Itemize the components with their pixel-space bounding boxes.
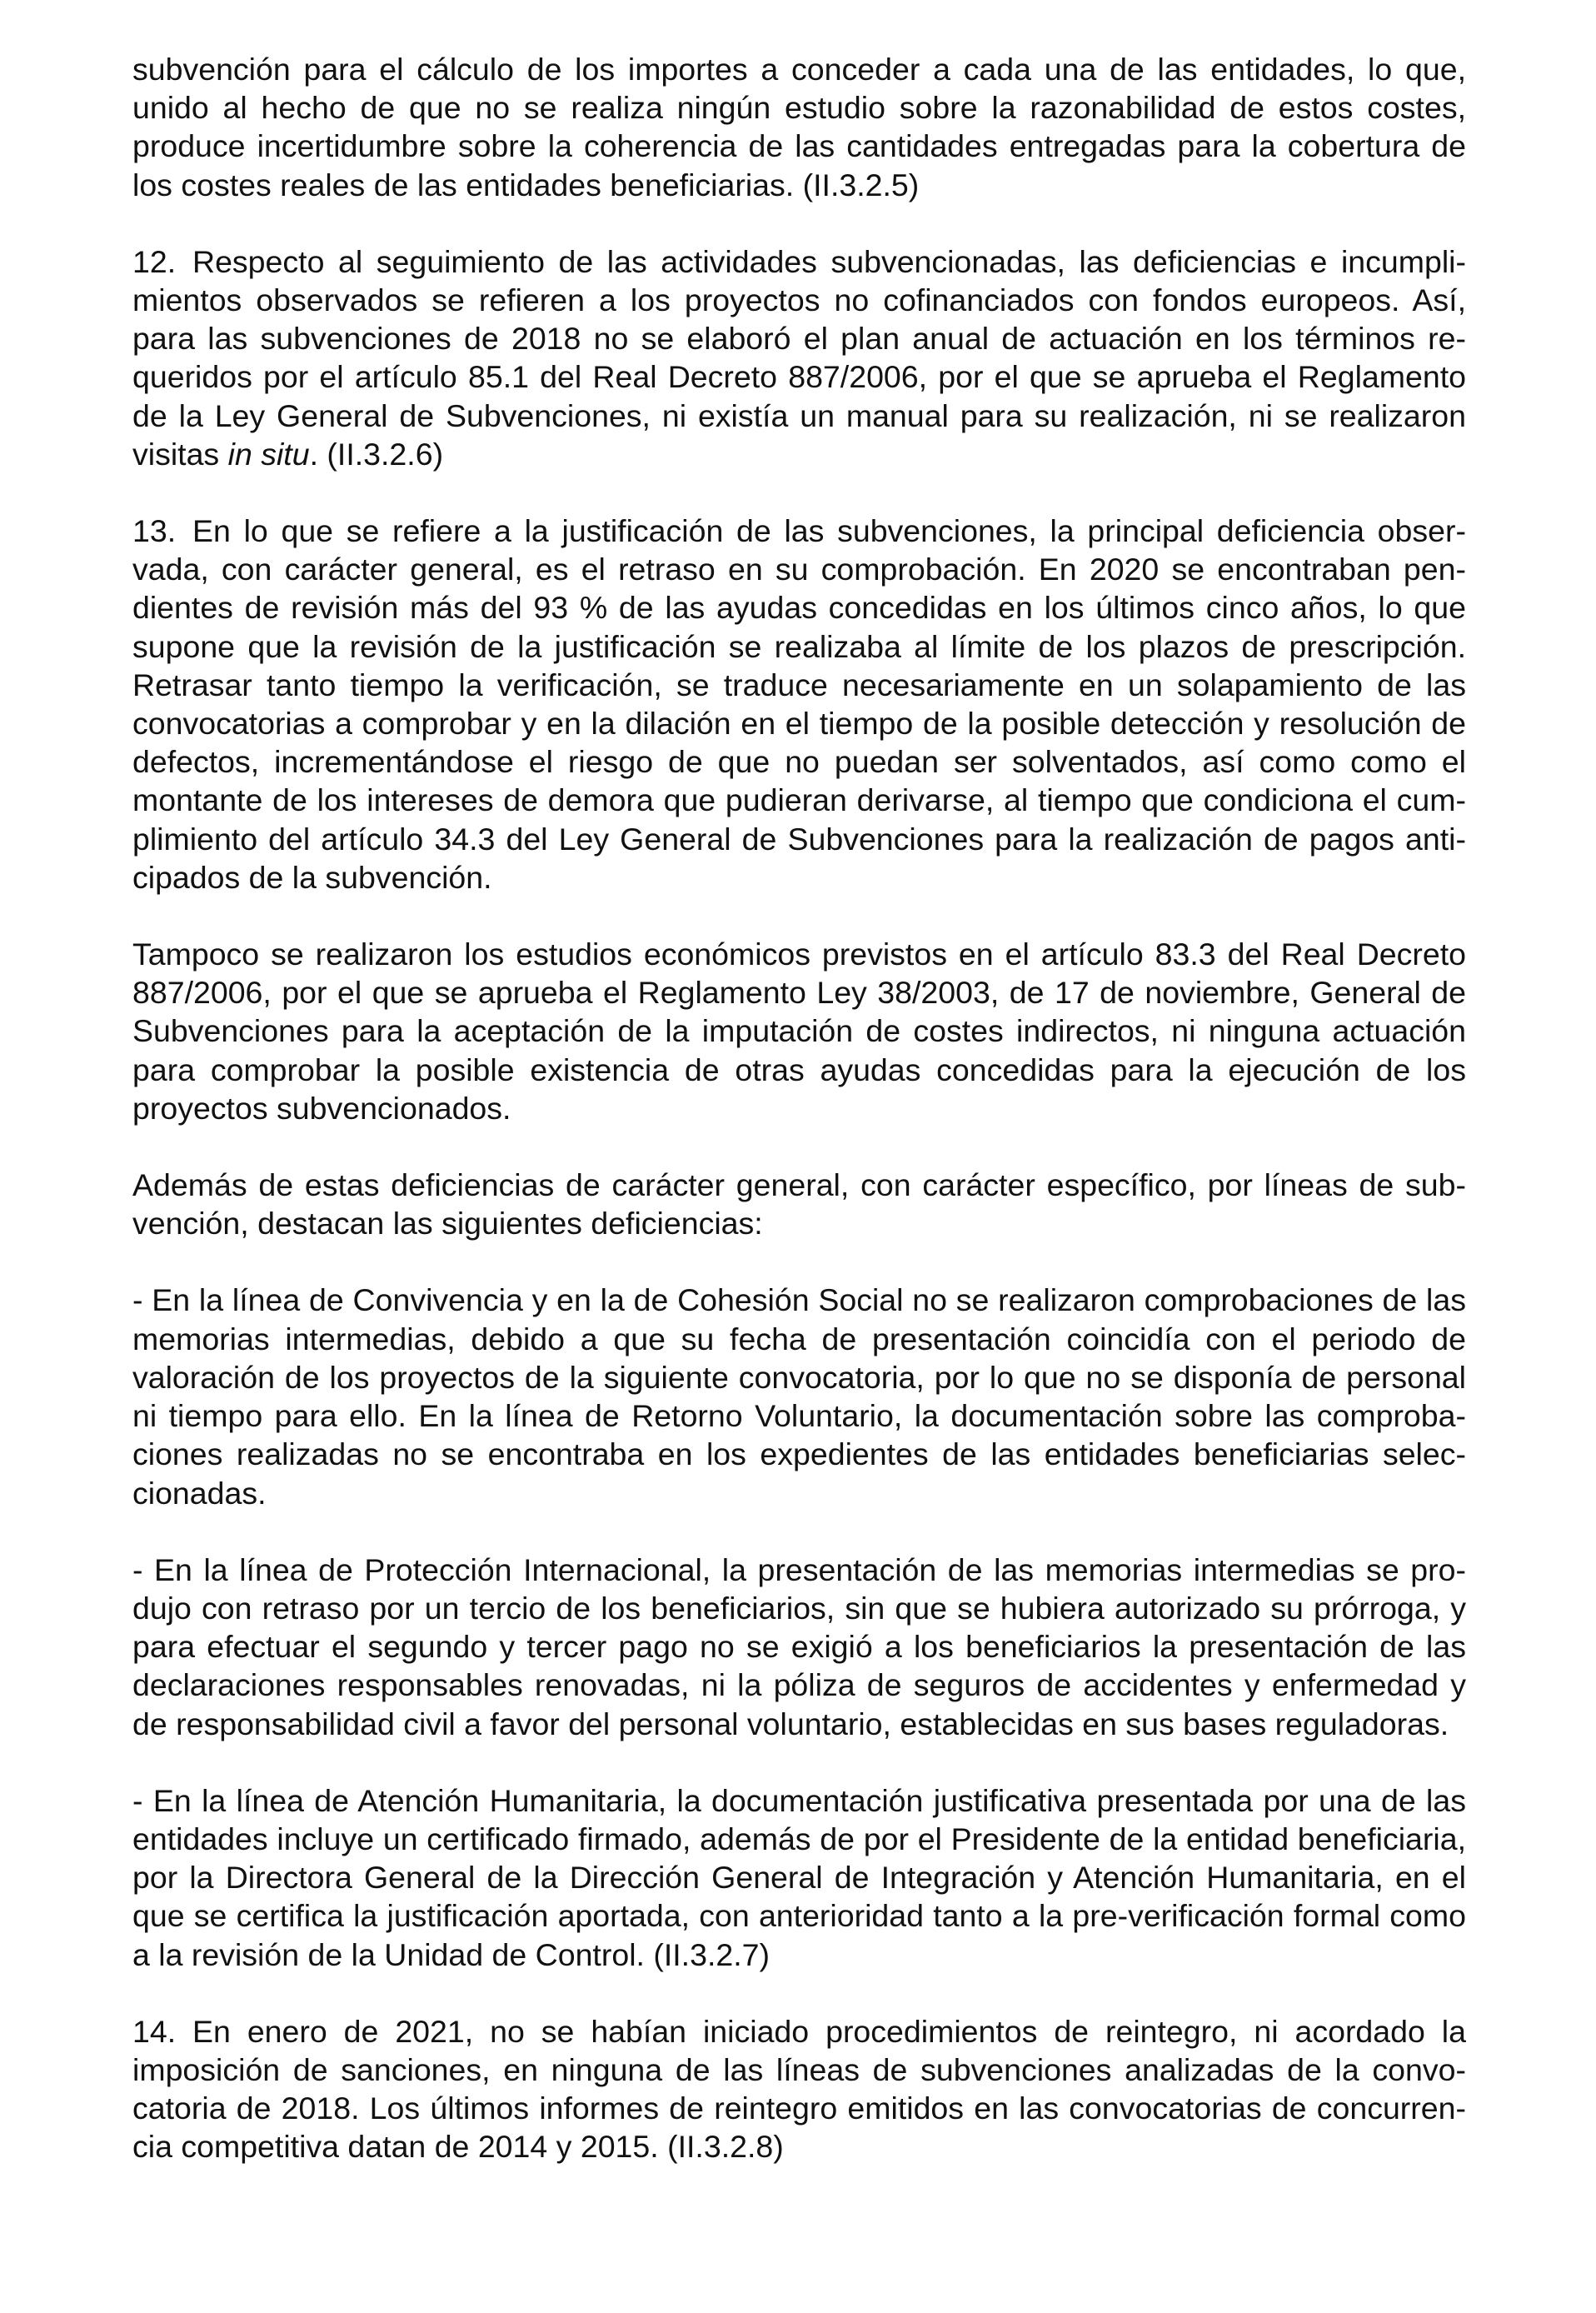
italic-term: in situ <box>227 436 310 472</box>
paragraph-text: - En la línea de Protección Internacional, la presentación de las memorias intermedias se produjo con retraso por un tercio de los beneficiarios, sin que se hubiera autorizado su prórroga, y para efectuar el segundo y tercer pago no se exigió a los beneficiarios la presentación de las declaraciones responsables renovadas, ni la póliza de seguros de accidentes y enfermedad y de responsabilidad civil a favor del personal voluntario, establecidas en sus bases reguladoras. <box>132 1551 1466 1741</box>
paragraph-tampoco <box>132 935 1466 1127</box>
list-item-atencion-humanitaria <box>132 1781 1466 1974</box>
paragraph-text: - En la línea de Convivencia y en la de Cohesión Social no se realizaron comprobaciones de las memorias intermedias, debido a que su fecha de presentación coincidía con el periodo de valoración de los proyectos de la siguiente convocatoria, por lo que no se disponía de personal ni tiempo para ello. En la línea de Retorno Voluntario, la documentación sobre las comprobaciones realizadas no se encontraba en los expedientes de las entidades beneficiarias seleccionadas. <box>132 1282 1466 1511</box>
document-page <box>132 50 1466 2166</box>
paragraph-number: 13. <box>132 513 177 549</box>
paragraph-text: Además de estas deficiencias de carácter general, con carácter específico, por líneas de subvención, destacan las siguientes deficiencias: <box>132 1167 1466 1241</box>
paragraph-text: Respecto al seguimiento de las actividades subvencionadas, las deficiencias e incumplimientos observados se refieren a los proyectos no cofinanciados con fondos europeos. Así, para las subvenciones de 2018 no se elaboró el plan anual de actuación en los términos requeridos por el artículo 85.1 del Real Decreto 887/2006, por el que se aprueba el Reglamento de la Ley General de Subvenciones, ni existía un manual para su realización, ni se realizaron visitas <box>132 243 1466 472</box>
paragraph-number: 12. <box>132 243 177 279</box>
paragraph-text: En enero de 2021, no se habían iniciado procedimientos de reintegro, ni acordado la imposición de sanciones, en ninguna de las líneas de subvenciones analizadas de la convocatoria de 2018. Los últimos informes de reintegro emitidos en las convocatorias de concurrencia competitiva datan de 2014 y 2015. (II.3.2.8) <box>132 2013 1466 2165</box>
list-item-proteccion-internacional <box>132 1551 1466 1743</box>
paragraph-text: subvención para el cálculo de los importes a conceder a cada una de las entidades, lo que, unido al hecho de que no se realiza ningún estudio sobre la razonabilidad de estos costes, produce incertidumbre sobre la coherencia de las cantidades entregadas para la cobertura de los costes reales de las entidades beneficiarias. (II.3.2.5) <box>132 52 1466 202</box>
paragraph-continuation <box>132 50 1466 204</box>
list-item-convivencia <box>132 1281 1466 1511</box>
paragraph-ademas <box>132 1166 1466 1242</box>
paragraph-13 <box>132 512 1466 897</box>
paragraph-text: - En la línea de Atención Humanitaria, la documentación justificativa presentada por una de las entidades incluye un certificado firmado, además de por el Presidente de la entidad beneficiaria, por la Directora General de la Dirección General de Integración y Atención Humanitaria, en el que se certifica la justificación aportada, con anterioridad tanto a la pre-verificación formal como a la revisión de la Unidad de Control. (II.3.2.7) <box>132 1782 1466 1972</box>
paragraph-text: Tampoco se realizaron los estudios económicos previstos en el artículo 83.3 del Real Decreto 887/2006, por el que se aprueba el Reglamento Ley 38/2003, de 17 de noviembre, General de Subvenciones para la aceptación de la imputación de costes indirectos, ni ninguna actuación para comprobar la posible existencia de otras ayudas concedidas para la ejecución de los proyectos subvencionados. <box>132 937 1466 1126</box>
paragraph-number: 14. <box>132 2013 177 2049</box>
paragraph-12 <box>132 242 1466 473</box>
paragraph-reference: . (II.3.2.6) <box>309 436 444 472</box>
paragraph-text: En lo que se refiere a la justificación de las subvenciones, la principal deficiencia observada, con carácter general, es el retraso en su comprobación. En 2020 se encontraban pendientes de revisión más del 93 % de las ayudas concedidas en los últimos cinco años, lo que supone que la revisión de la justificación se realizaba al límite de los plazos de prescripción. Retrasar tanto tiempo la verificación, se traduce necesariamente en un solapamiento de las convocatorias a comprobar y en la dilación en el tiempo de la posible detección y resolución de defectos, incrementándose el riesgo de que no puedan ser solventados, así como como el montante de los intereses de demora que pudieran derivarse, al tiempo que condiciona el cumplimiento del artículo 34.3 del Ley General de Subvenciones para la realización de pagos anticipados de la subvención. <box>132 513 1466 895</box>
paragraph-14 <box>132 2012 1466 2166</box>
